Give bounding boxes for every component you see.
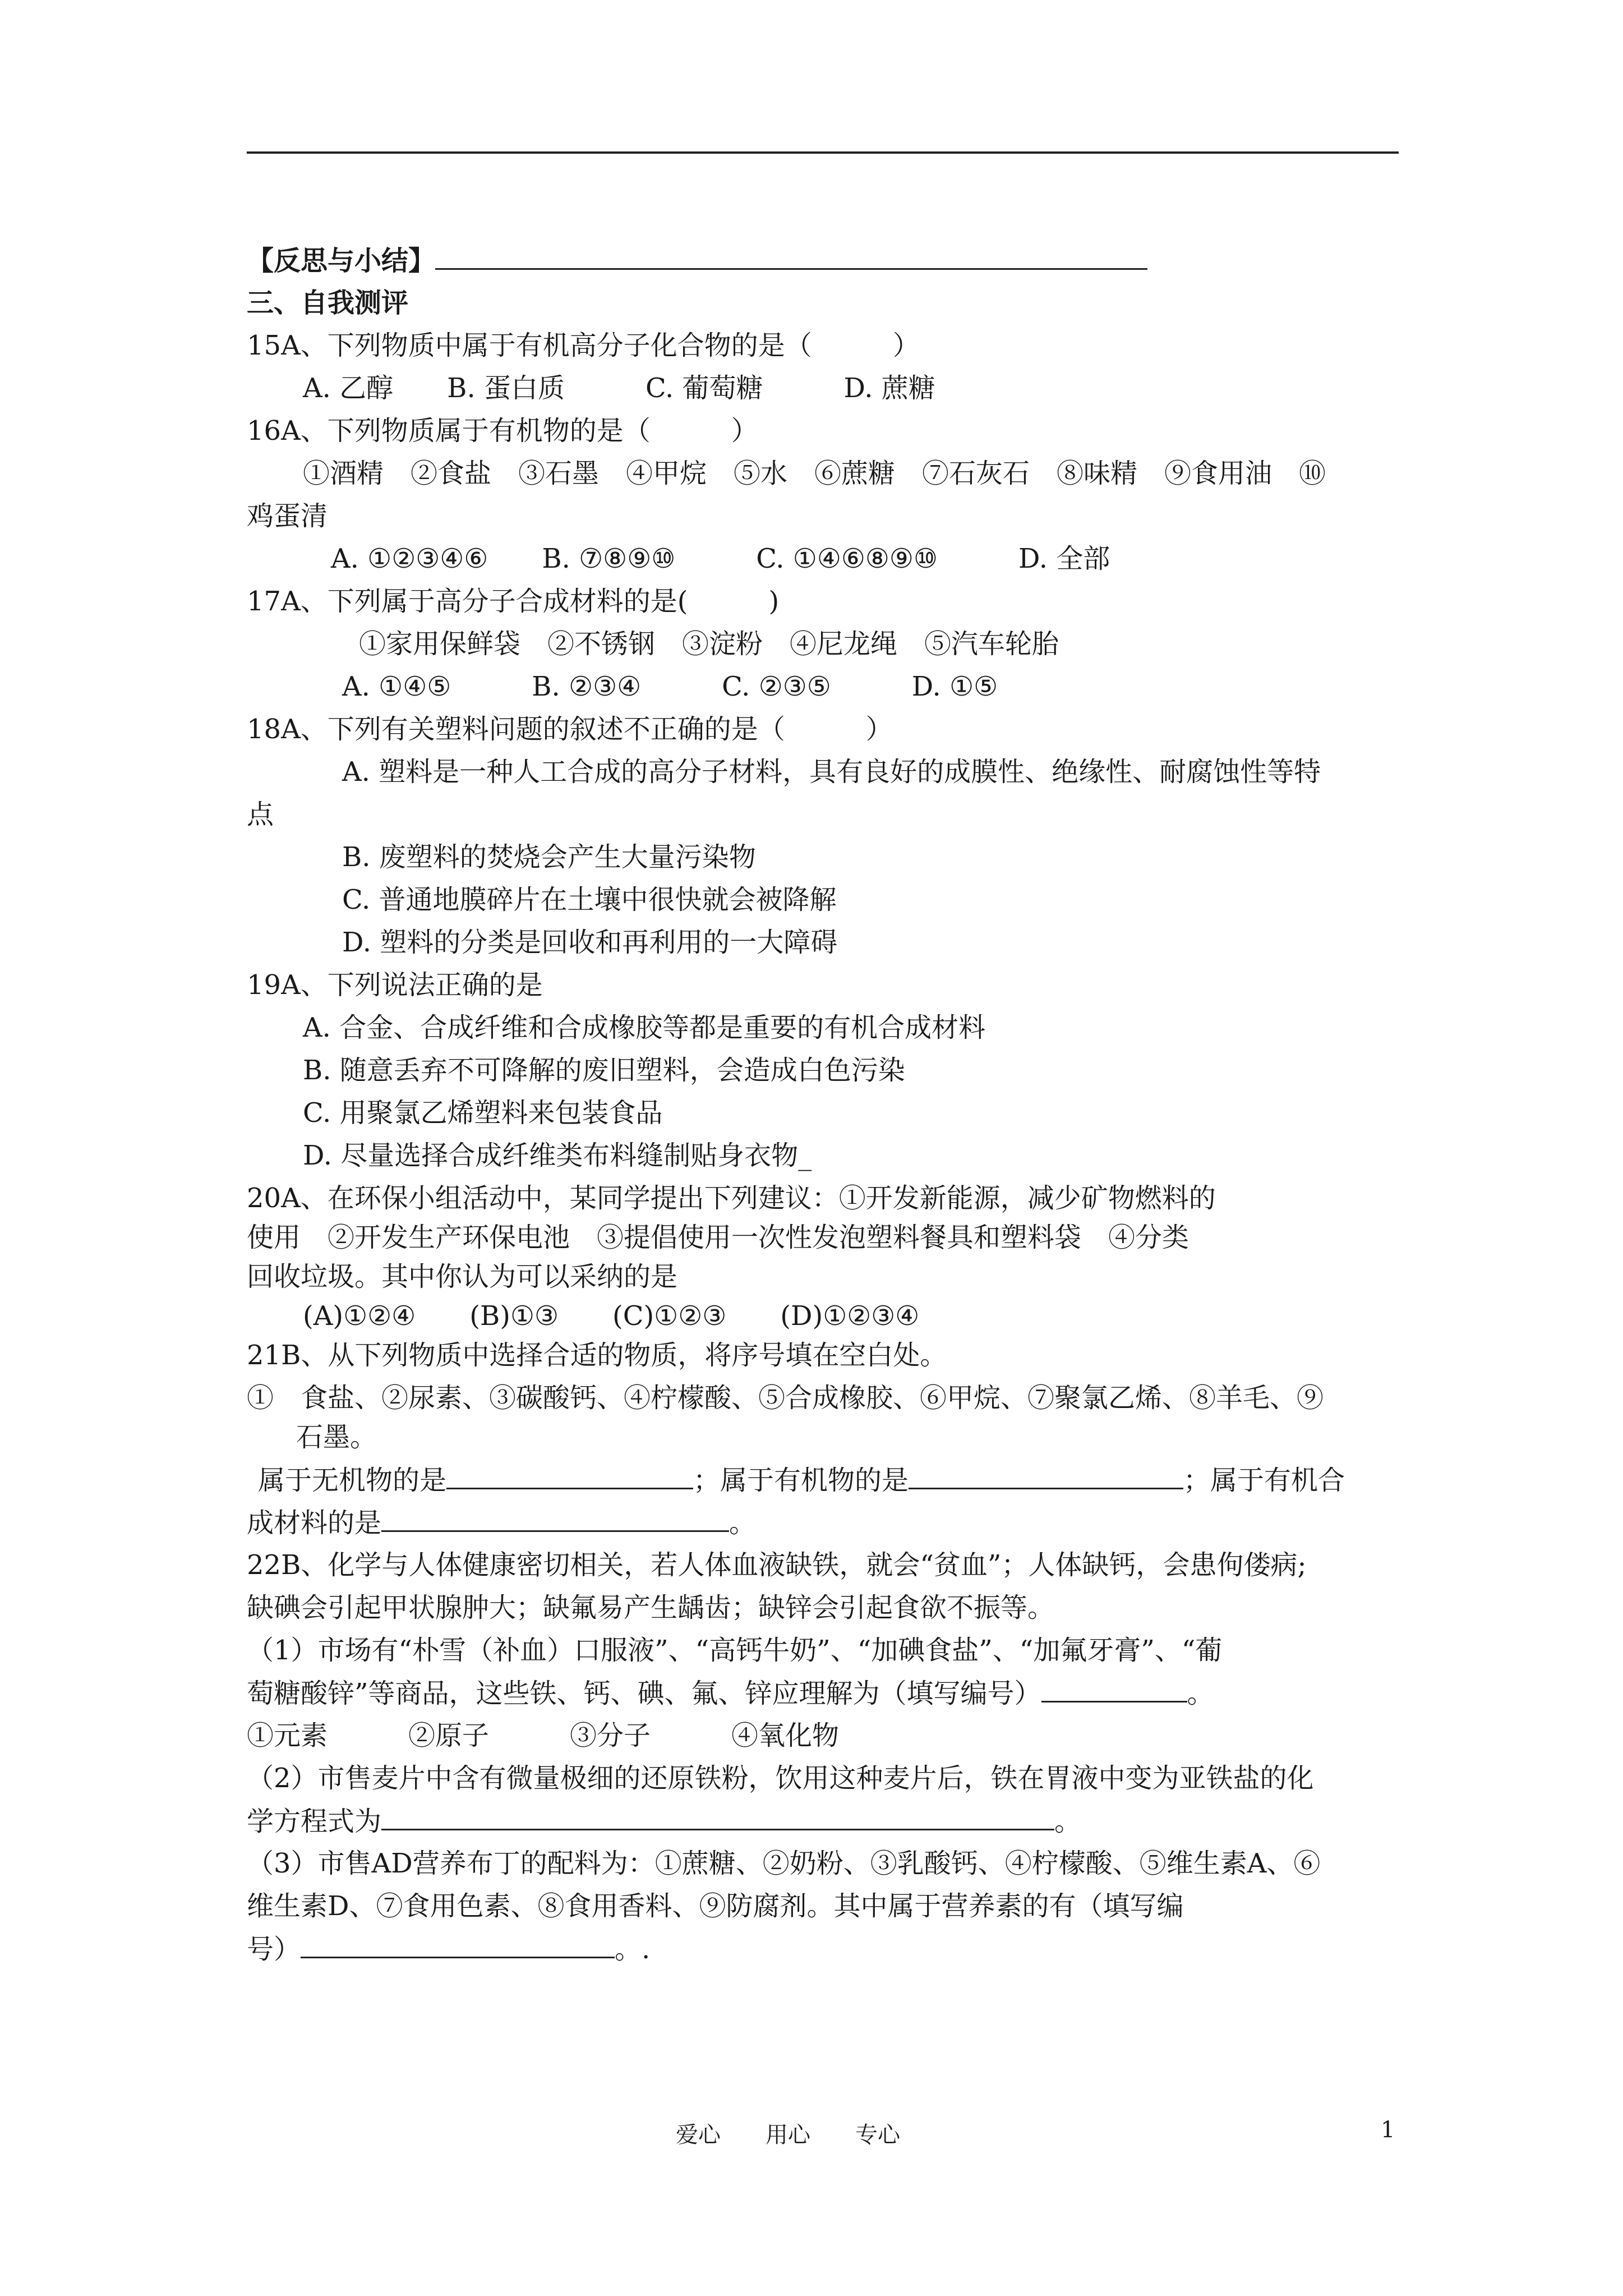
q21-synthetic-blank[interactable]: [381, 1504, 729, 1532]
q19-option-d: D. 尽量选择合成纤维类布料缝制贴身衣物_: [303, 1140, 812, 1171]
q22-part2-line-2: [247, 1803, 1081, 1839]
q19-option-b: B. 随意丢弃不可降解的废旧塑料，会造成白色污染: [303, 1055, 905, 1086]
q22-part3-end: 。.: [615, 1934, 651, 1965]
q22-intro-line-1: 22B、化学与人体健康密切相关，若人体血液缺铁，就会“贫血”；人体缺钙，会患佝偻病;: [247, 1549, 1307, 1581]
q22-part2-text: 学方程式为: [247, 1806, 382, 1837]
q21-substance-list: ① 食盐、②尿素、③碳酸钙、④柠檬酸、⑤合成橡胶、⑥甲烷、⑦聚氯乙烯、⑧羊毛、⑨: [247, 1382, 1324, 1414]
q22-part3-blank[interactable]: [301, 1931, 615, 1958]
q22-part1-end: 。: [1187, 1678, 1214, 1709]
q18-stem: 18A、下列有关塑料问题的叙述不正确的是（ ）: [247, 714, 893, 745]
q22-part1-line-2: [247, 1675, 1214, 1711]
q20-options: (A)①②④ (B)①③ (C)①②③ (D)①②③④: [303, 1300, 920, 1332]
reflection-heading: 【反思与小结】: [247, 245, 436, 277]
q20-line-1: 20A、在环保小组活动中，某同学提出下列建议：①开发新能源，减少矿物燃料的: [247, 1182, 1216, 1214]
q15-stem: 15A、下列物质中属于有机高分子化合物的是（ ）: [247, 330, 920, 361]
q15-options: A. 乙醇 B. 蛋白质 C. 葡萄糖 D. 蔗糖: [303, 372, 935, 404]
q17-items: ①家用保鲜袋 ②不锈钢 ③淀粉 ④尼龙绳 ⑤汽车轮胎: [359, 628, 1059, 660]
q22-intro-line-2: 缺碘会引起甲状腺肿大；缺氟易产生龋齿；缺锌会引起食欲不振等。: [247, 1592, 1055, 1623]
q16-items-continued: 鸡蛋清: [247, 500, 328, 532]
q18-option-c: C. 普通地膜碎片在土壤中很快就会被降解: [342, 884, 837, 915]
q19-stem: 19A、下列说法正确的是: [247, 969, 543, 1001]
footer-motto: 爱心 用心 专心: [676, 2122, 900, 2148]
q22-part2-line-1: （2）市售麦片中含有微量极细的还原铁粉，饮用这种麦片后，铁在胃液中变为亚铁盐的化: [247, 1763, 1314, 1794]
q21-end-mark: 。: [729, 1507, 757, 1539]
q18-option-b: B. 废塑料的焚烧会产生大量污染物: [342, 841, 756, 873]
q16-options: A. ①②③④⑥ B. ⑦⑧⑨⑩ C. ①④⑥⑧⑨⑩ D. 全部: [331, 543, 1110, 574]
q21-fill-line-2: [247, 1504, 756, 1541]
q21-stem: 21B、从下列物质中选择合适的物质，将序号填在空白处。: [247, 1340, 947, 1371]
header-rule: [247, 151, 1399, 154]
q18-option-a: A. 塑料是一种人工合成的高分子材料，具有良好的成膜性、绝缘性、耐腐蚀性等特: [342, 756, 1321, 788]
q22-part2-end: 。: [1054, 1806, 1082, 1837]
q21-organic-label: ；属于有机物的是: [693, 1465, 909, 1496]
q21-synthetic-label-continued: 成材料的是: [247, 1507, 382, 1539]
q22-part1-options: ①元素 ②原子 ③分子 ④氧化物: [247, 1720, 840, 1751]
q21-inorganic-label: 属于无机物的是: [258, 1465, 447, 1496]
q22-part3-text: 号）: [247, 1934, 301, 1965]
q17-options: A. ①④⑤ B. ②③④ C. ②③⑤ D. ①⑤: [342, 671, 998, 702]
q16-items: ①酒精 ②食盐 ③石墨 ④甲烷 ⑤水 ⑥蔗糖 ⑦石灰石 ⑧味精 ⑨食用油 ⑩: [303, 458, 1326, 489]
reflection-line: [247, 242, 1147, 279]
q22-part3-line-2: 维生素D、⑦食用色素、⑧食用香料、⑨防腐剂。其中属于营养素的有（填写编: [247, 1890, 1184, 1922]
q18-option-d: D. 塑料的分类是回收和再利用的一大障碍: [342, 927, 838, 958]
q20-line-3: 回收垃圾。其中你认为可以采纳的是: [247, 1261, 678, 1292]
q21-synthetic-label: ；属于有机合: [1183, 1465, 1345, 1496]
q22-part3-line-1: （3）市售AD营养布丁的配料为：①蔗糖、②奶粉、③乳酸钙、④柠檬酸、⑤维生素A、⑥: [247, 1848, 1321, 1879]
selftest-heading: 三、自我测评: [247, 287, 409, 319]
q20-line-2: 使用 ②开发生产环保电池 ③提倡使用一次性发泡塑料餐具和塑料袋 ④分类: [247, 1222, 1189, 1253]
q21-fill-line-1: [258, 1462, 1345, 1498]
q19-option-c: C. 用聚氯乙烯塑料来包装食品: [303, 1097, 663, 1129]
q22-part1-text: 萄糖酸锌”等商品，这些铁、钙、碘、氟、锌应理解为（填写编号）: [247, 1678, 1041, 1709]
q16-stem: 16A、下列物质属于有机物的是（ ）: [247, 415, 758, 447]
reflection-answer-blank[interactable]: [435, 242, 1147, 270]
q18-option-a-continued: 点: [247, 799, 274, 830]
q17-stem: 17A、下列属于高分子合成材料的是( ): [247, 586, 780, 617]
q22-part1-line-1: （1）市场有“朴雪（补血）口服液”、“高钙牛奶”、“加碘食盐”、“加氟牙膏”、“葡: [247, 1635, 1223, 1666]
page-number: 1: [1381, 2117, 1395, 2143]
q22-part3-line-3: [247, 1931, 650, 1967]
q19-option-a: A. 合金、合成纤维和合成橡胶等都是重要的有机合成材料: [303, 1012, 986, 1043]
q21-inorganic-blank[interactable]: [446, 1462, 693, 1489]
q22-part2-blank[interactable]: [381, 1803, 1054, 1830]
q21-organic-blank[interactable]: [909, 1462, 1183, 1489]
q22-part1-blank[interactable]: [1041, 1675, 1187, 1703]
q21-substance-list-continued: 石墨。: [296, 1421, 377, 1453]
